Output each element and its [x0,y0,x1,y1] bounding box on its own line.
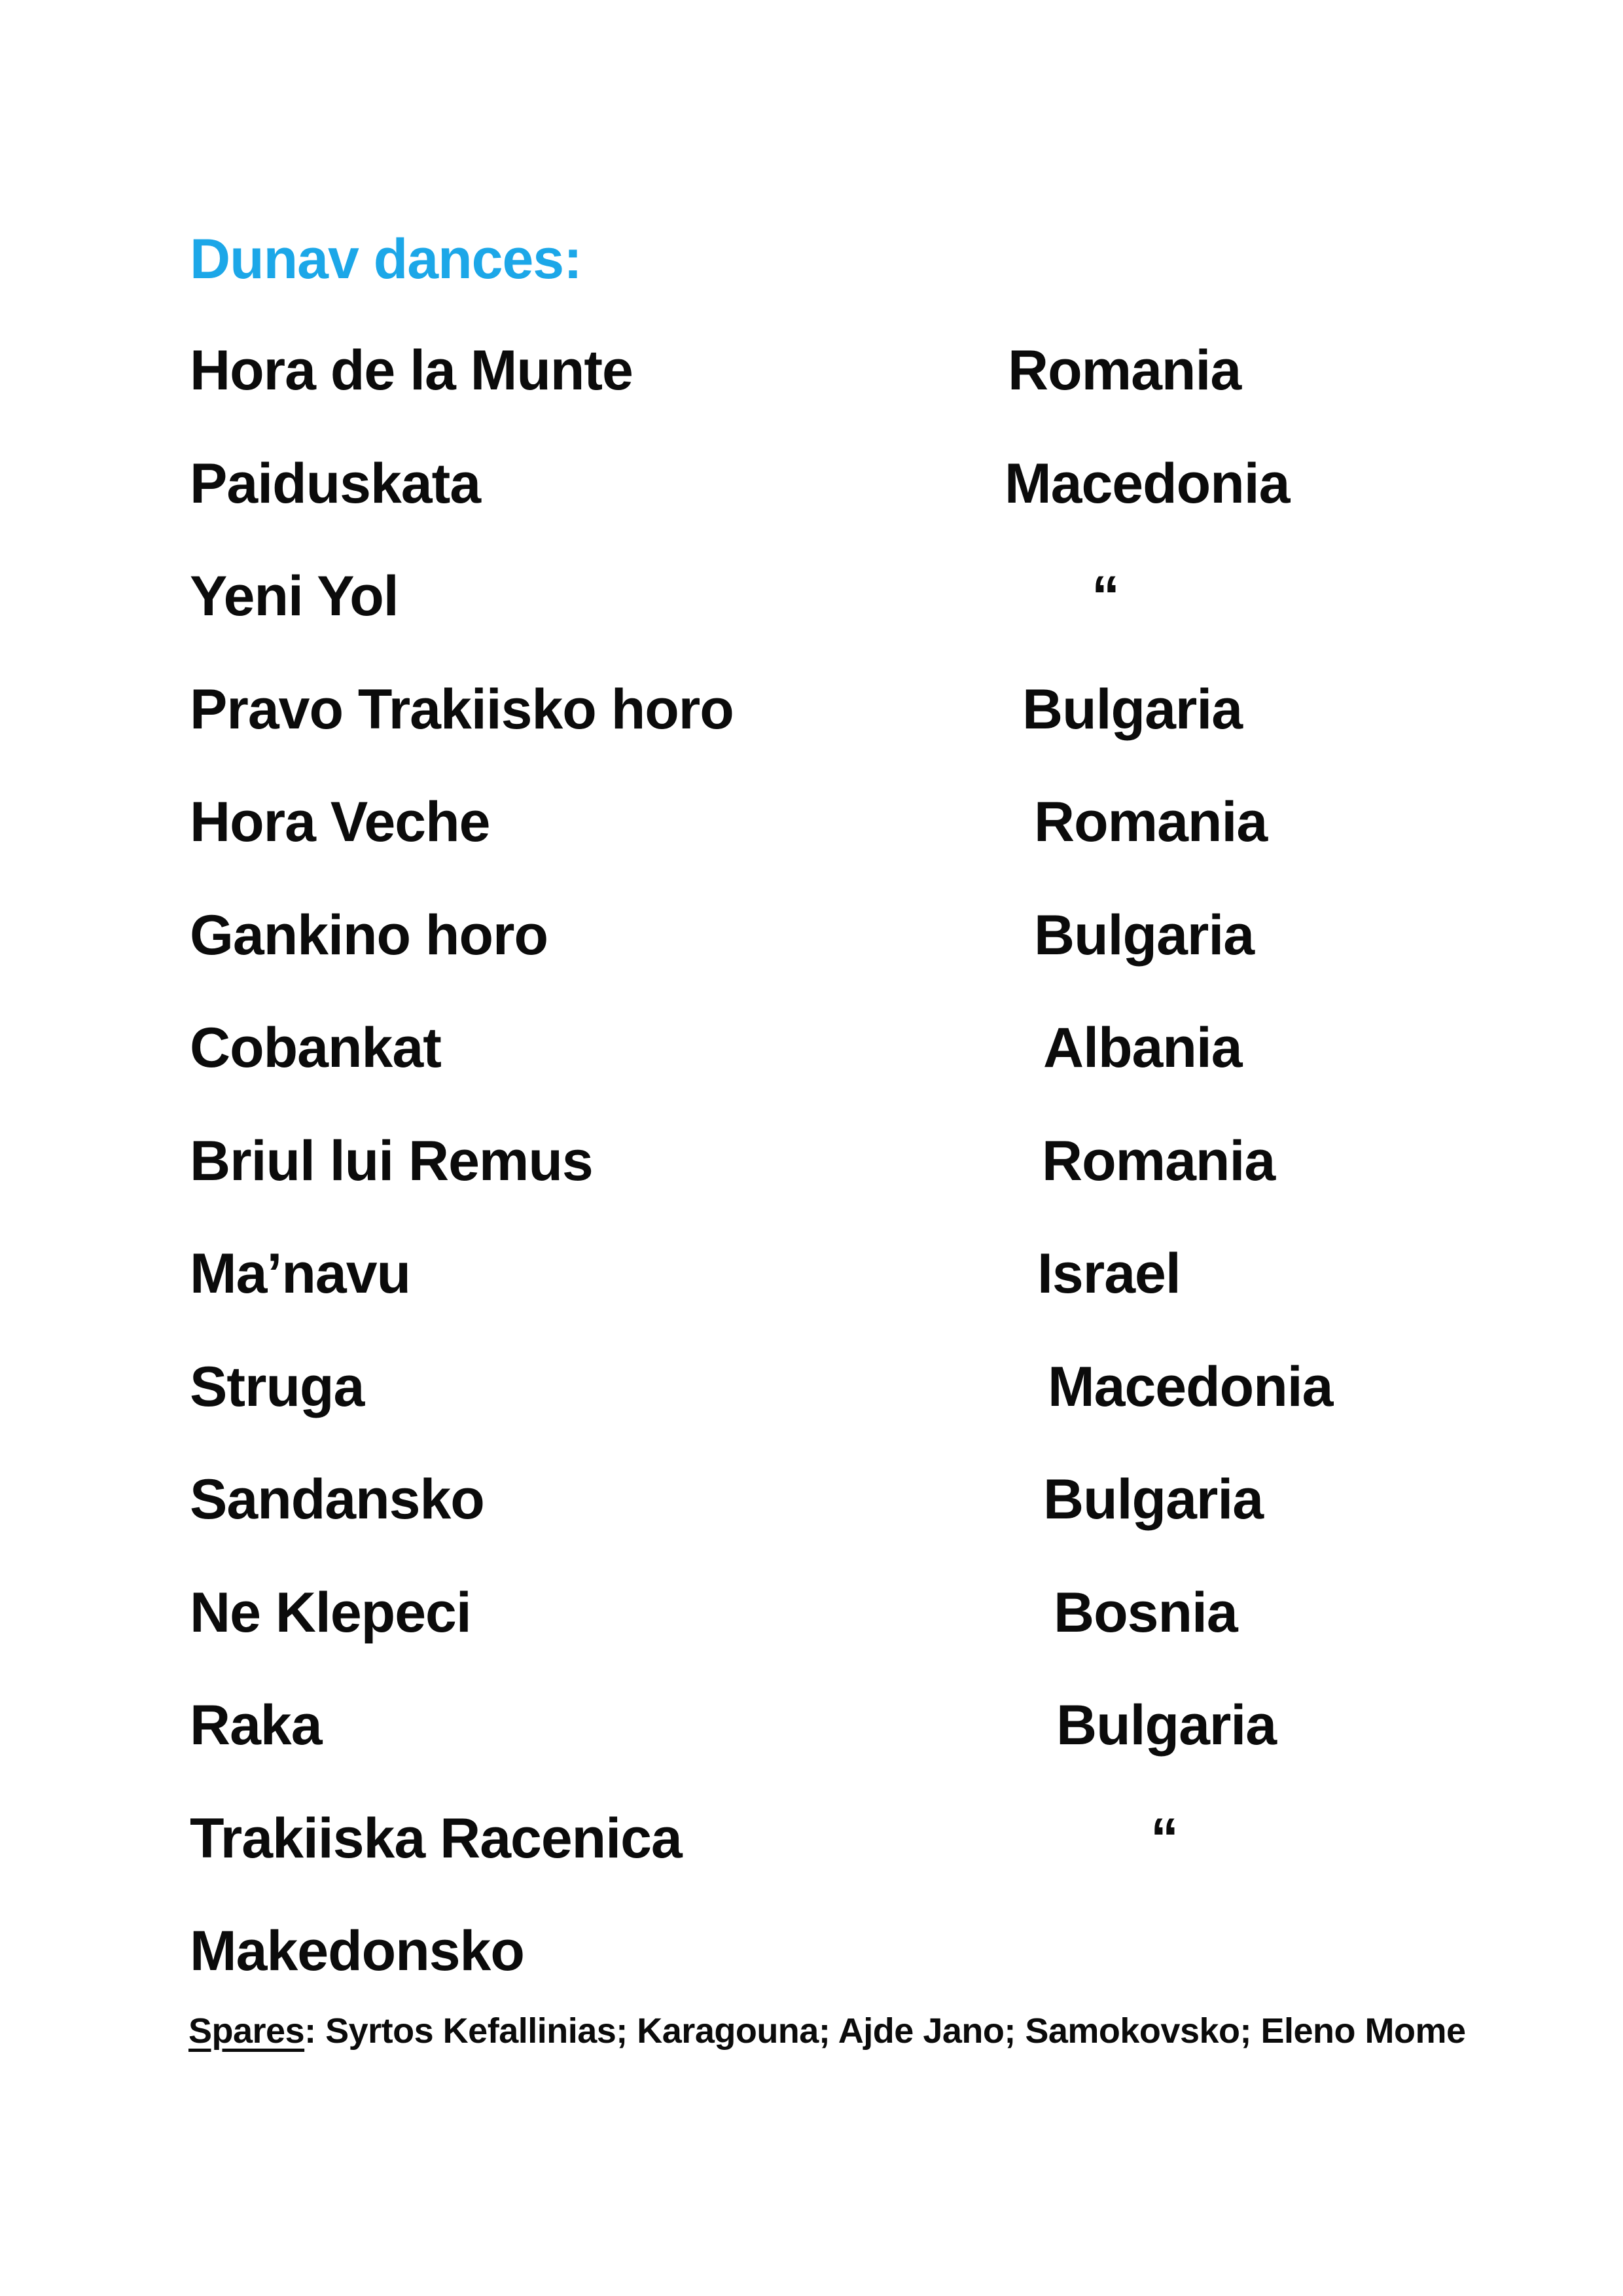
dance-row [190,677,1499,795]
dance-row [190,1016,1499,1133]
dance-name: Yeni Yol [190,565,399,628]
dance-country: Bulgaria [1043,1468,1264,1531]
dance-name: Trakiiska Racenica [190,1806,682,1870]
dance-name: Hora Veche [190,791,490,853]
dance-name: Ne Klepeci [190,1581,471,1644]
dance-row [190,1581,1499,1698]
spares-text: : Syrtos Kefallinias; Karagouna; Ajde Jano; Samokovsko; Eleno Mome [304,2011,1466,2051]
dance-row [190,339,1499,456]
dance-country: Israel [1037,1242,1181,1305]
dance-country: Macedonia [1048,1355,1333,1418]
dance-row [190,903,1499,1020]
dance-row [190,452,1499,569]
dance-country: Romania [1042,1129,1275,1193]
dance-name: Hora de la Munte [190,339,633,402]
dance-name: Gankino horo [190,903,548,967]
dance-name: Raka [190,1694,322,1757]
spares-line [188,2013,1466,2049]
dance-name: Cobankat [190,1016,441,1079]
dance-row [190,565,1499,681]
dance-row [190,791,1499,907]
dance-row [190,1129,1499,1246]
dance-name: Ma’navu [190,1242,411,1305]
dance-country: Romania [1008,339,1241,402]
dance-country: Bulgaria [1056,1694,1277,1757]
dance-name: Paiduskata [190,452,481,515]
dance-name: Pravo Trakiisko horo [190,677,734,741]
dance-country: Bosnia [1054,1581,1238,1644]
dance-list [190,339,1499,2036]
dance-name: Briul lui Remus [190,1129,593,1193]
dance-country: Romania [1034,791,1268,853]
dance-row [190,1355,1499,1472]
spares-label: Spares [188,2011,305,2051]
ditto-mark: “ [1092,565,1119,628]
dance-name: Sandansko [190,1468,484,1531]
dance-row [190,1694,1499,1810]
dance-name: Makedonsko [190,1920,524,1982]
dance-country: Macedonia [1005,452,1290,515]
page-title: Dunav dances: [190,228,582,291]
ditto-mark: “ [1150,1806,1178,1870]
dance-row [190,1242,1499,1359]
dance-country: Bulgaria [1022,677,1243,741]
dance-country: Albania [1043,1016,1242,1079]
dance-country: Bulgaria [1034,903,1255,967]
dance-row [190,1806,1499,1924]
dance-name: Struga [190,1355,365,1418]
dance-row [190,1468,1499,1585]
